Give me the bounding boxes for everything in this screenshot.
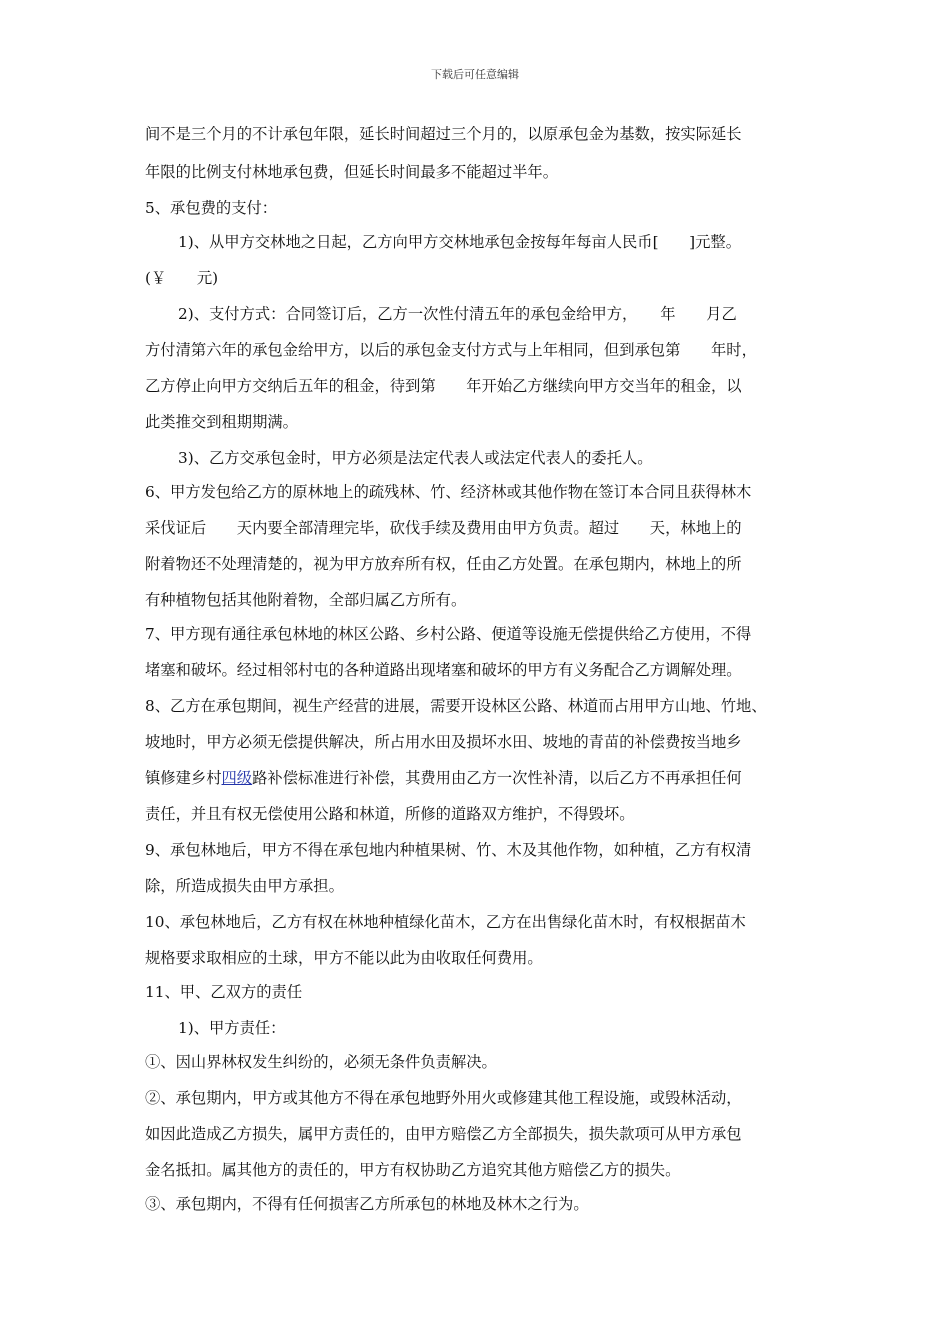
paragraph-line: 年限的比例支付林地承包费，但延长时间最多不能超过半年。 — [145, 163, 559, 181]
list-item: ①、因山界林权发生纠纷的，必须无条件负责解决。 — [145, 1053, 497, 1071]
paragraph-line: 责任，并且有权无偿使用公路和林道，所修的道路双方维护，不得毁坏。 — [145, 805, 635, 823]
paragraph-line: 方付清第六年的承包金给甲方，以后的承包金支付方式与上年相同，但到承包第 年时， — [145, 341, 757, 359]
list-item: ②、承包期内，甲方或其他方不得在承包地野外用火或修建其他工程设施，或毁林活动， — [145, 1089, 742, 1107]
paragraph-line — [145, 768, 742, 788]
section-heading: 11、甲、乙双方的责任 — [145, 983, 303, 1001]
section-line: 6、甲方发包给乙方的原林地上的疏残林、竹、经济林或其他作物在签订本合同且获得林木 — [145, 483, 752, 501]
section-line: 10、承包林地后，乙方有权在林地种植绿化苗木，乙方在出售绿化苗木时，有权根据苗木 — [145, 913, 746, 931]
paragraph-line: 此类推交到租期期满。 — [145, 413, 298, 431]
paragraph-line: 附着物还不处理清楚的，视为甲方放弃所有权，任由乙方处置。在承包期内，林地上的所 — [145, 555, 742, 573]
road-grade-link[interactable]: 四级 — [221, 769, 253, 787]
paragraph-line: 除，所造成损失由甲方承担。 — [145, 877, 344, 895]
paragraph-line: 坡地时，甲方必须无偿提供解决，所占用水田及损坏水田、坡地的青苗的补偿费按当地乡 — [145, 733, 742, 751]
line-text-post: 路补偿标准进行补偿，其费用由乙方一次性补清，以后乙方不再承担任何 — [252, 769, 742, 787]
section-heading: 5、承包费的支付： — [145, 199, 278, 217]
paragraph-line: 金名抵扣。属其他方的责任的，甲方有权协助乙方追究其他方赔偿乙方的损失。 — [145, 1161, 681, 1179]
section-line: 8、乙方在承包期间，视生产经营的进展，需要开设林区公路、林道而占用甲方山地、竹地、 — [145, 697, 767, 715]
paragraph-line: 2)、支付方式：合同签订后，乙方一次性付清五年的承包金给甲方， 年 月乙 — [178, 305, 737, 323]
paragraph-line: 如因此造成乙方损失，属甲方责任的，由甲方赔偿乙方全部损失，损失款项可从甲方承包 — [145, 1125, 742, 1143]
line-text-pre: 镇修建乡村 — [145, 769, 222, 787]
paragraph-line: 3)、乙方交承包金时，甲方必须是法定代表人或法定代表人的委托人。 — [178, 449, 653, 467]
section-line: 7、甲方现有通往承包林地的林区公路、乡村公路、便道等设施无偿提供给乙方使用，不得 — [145, 625, 752, 643]
paragraph-line: 采伐证后 天内要全部清理完毕，砍伐手续及费用由甲方负责。超过 天，林地上的 — [145, 519, 742, 537]
paragraph-line: 规格要求取相应的土球，甲方不能以此为由收取任何费用。 — [145, 949, 543, 967]
page-header: 下载后可任意编辑 — [431, 68, 519, 81]
paragraph-line: 乙方停止向甲方交纳后五年的租金，待到第 年开始乙方继续向甲方交当年的租金，以 — [145, 377, 742, 395]
list-item: ③、承包期内，不得有任何损害乙方所承包的林地及林木之行为。 — [145, 1195, 589, 1213]
paragraph-line: 间不是三个月的不计承包年限，延长时间超过三个月的，以原承包金为基数，按实际延长 — [145, 125, 742, 143]
paragraph-line: 堵塞和破坏。经过相邻村屯的各种道路出现堵塞和破坏的甲方有义务配合乙方调解处理。 — [145, 661, 742, 679]
section-line: 9、承包林地后，甲方不得在承包地内种植果树、竹、木及其他作物，如种植，乙方有权清 — [145, 841, 752, 859]
paragraph-line: 有种植物包括其他附着物，全部归属乙方所有。 — [145, 591, 467, 609]
paragraph-line: (￥ 元) — [145, 269, 219, 287]
paragraph-line: 1)、从甲方交林地之日起，乙方向甲方交林地承包金按每年每亩人民币[ ]元整。 — [178, 233, 742, 251]
subsection-heading: 1)、甲方责任： — [178, 1019, 286, 1037]
